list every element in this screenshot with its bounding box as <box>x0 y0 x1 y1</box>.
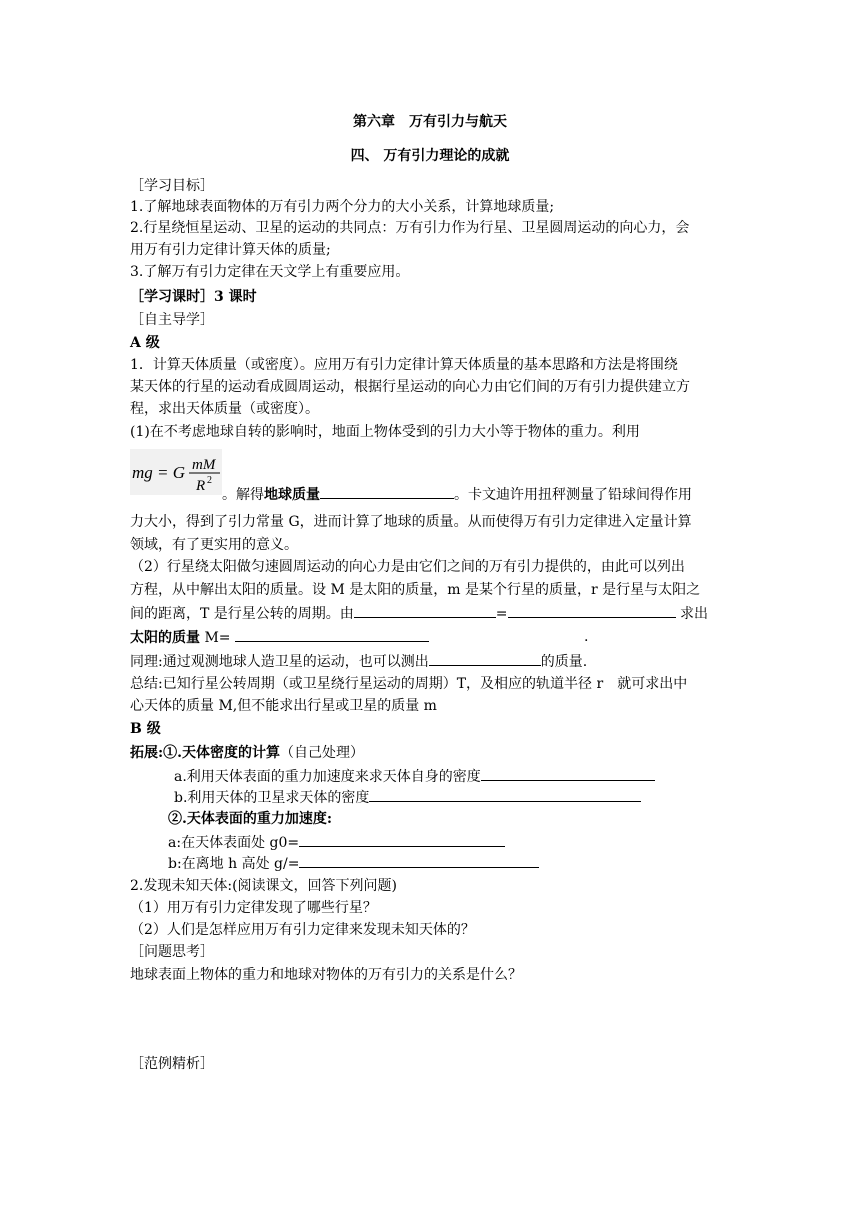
sun-mass-period: . <box>584 629 589 645</box>
gh-blank[interactable] <box>299 853 539 868</box>
question-header: 2.发现未知天体:(阅读课文，回答下列问题) <box>130 878 397 894</box>
gravity-formula-image <box>130 449 222 495</box>
question-1: （1）用万有引力定律发现了哪些行星？ <box>130 900 377 916</box>
equation-left-blank[interactable] <box>354 603 496 618</box>
sun-mass-blank[interactable] <box>235 627 429 642</box>
level-a-label: A 级 <box>130 335 160 351</box>
satellite-blank[interactable] <box>429 651 541 666</box>
paragraph-3-line1: （2）行星绕太阳做匀速圆周运动的向心力是由它们之间的万有引力提供的，由此可以列出 <box>130 559 685 575</box>
formula-exponent: 2 <box>207 475 212 486</box>
paragraph-2-line1: (1)在不考虑地球自转的影响时，地面上物体受到的引力大小等于物体的重力。利用 <box>130 424 640 440</box>
paragraph-2-line2: 。解得地球质量 。卡文迪许用扭秤测量了铅球间得作用 <box>222 484 692 505</box>
paragraph-1-line3: 程，求出天体质量（或密度）。 <box>130 401 319 417</box>
objectives-header: ［学习目标］ <box>130 178 214 194</box>
formula-numerator: mM <box>192 457 216 473</box>
extension-2-heading: ②.天体表面的重力加速度: <box>168 811 333 827</box>
paragraph-1-line2: 某天体的行星的运动看成圆周运动，根据行星运动的向心力由它们间的万有引力提供建立方 <box>130 379 690 395</box>
paragraph-3-line2: 方程，从中解出太阳的质量。设 M 是太阳的质量，m 是某个行星的质量，r 是行星与太阳之 <box>130 582 701 598</box>
objective-3: 3.了解万有引力定律在天文学上有重要应用。 <box>130 264 410 280</box>
paragraph-2-line3: 力大小，得到了引力常量 G，进而计算了地球的质量。从而使得万有引力定律进入定量计算 <box>130 514 692 530</box>
hours-label: ［学习课时］3 课时 <box>130 289 257 305</box>
formula-denominator: R <box>196 478 206 494</box>
extension-1a: a.利用天体表面的重力加速度来求天体自身的密度 <box>174 766 655 787</box>
formula-lhs: mg = G <box>132 463 186 482</box>
extension-1-heading: 拓展:①.天体密度的计算（自己处理） <box>130 745 365 761</box>
g0-blank[interactable] <box>299 832 505 847</box>
objective-2-line2: 用万有引力定律计算天体的质量; <box>130 242 331 258</box>
objective-2-line1: 2.行星绕恒星运动、卫星的运动的共同点：万有引力作为行星、卫星圆周运动的向心力，会 <box>130 220 690 236</box>
summary-line1: 总结:已知行星公转周期（或卫星绕行星运动的周期）T，及相应的轨道半径 r 就可求出中 <box>130 676 688 692</box>
example-analysis-header: ［范例精析］ <box>130 1056 214 1072</box>
level-b-label: B 级 <box>130 721 161 737</box>
paragraph-1-line1: 1．计算天体质量（或密度）。应用万有引力定律计算天体质量的基本思路和方法是将围绕 <box>130 357 678 373</box>
problem-thinking-header: ［问题思考］ <box>130 944 214 960</box>
sun-mass-line: 太阳的质量 M= <box>130 627 429 648</box>
question-2: （2）人们是怎样应用万有引力定律来发现未知天体的？ <box>130 922 475 938</box>
paragraph-2-line4: 领域，有了更实用的意义。 <box>130 537 298 553</box>
density-a-blank[interactable] <box>481 766 655 781</box>
summary-line2: 心天体的质量 M,但不能求出行星或卫星的质量 m <box>130 698 437 714</box>
problem-thinking-question: 地球表面上物体的重力和地球对物体的万有引力的关系是什么？ <box>130 967 522 983</box>
objective-1: 1.了解地球表面物体的万有引力两个分力的大小关系，计算地球质量; <box>130 199 555 215</box>
paragraph-4: 同理:通过观测地球人造卫星的运动，也可以测出 的质量. <box>130 651 587 672</box>
extension-2b: b:在离地 h 高处 g/= <box>168 853 539 874</box>
density-b-blank[interactable] <box>369 787 641 802</box>
paragraph-3-line3: 间的距离，T 是行星公转的周期。由 = 求出 <box>130 603 708 624</box>
earth-mass-blank[interactable] <box>320 484 454 499</box>
self-study-header: ［自主导学］ <box>130 312 214 328</box>
extension-2a: a:在天体表面处 g0= <box>168 832 505 853</box>
section-title: 四、 万有引力理论的成就 <box>350 148 510 164</box>
equation-right-blank[interactable] <box>508 603 676 618</box>
extension-1b: b.利用天体的卫星求天体的密度 <box>174 787 641 808</box>
chapter-title: 第六章 万有引力与航天 <box>353 114 507 130</box>
